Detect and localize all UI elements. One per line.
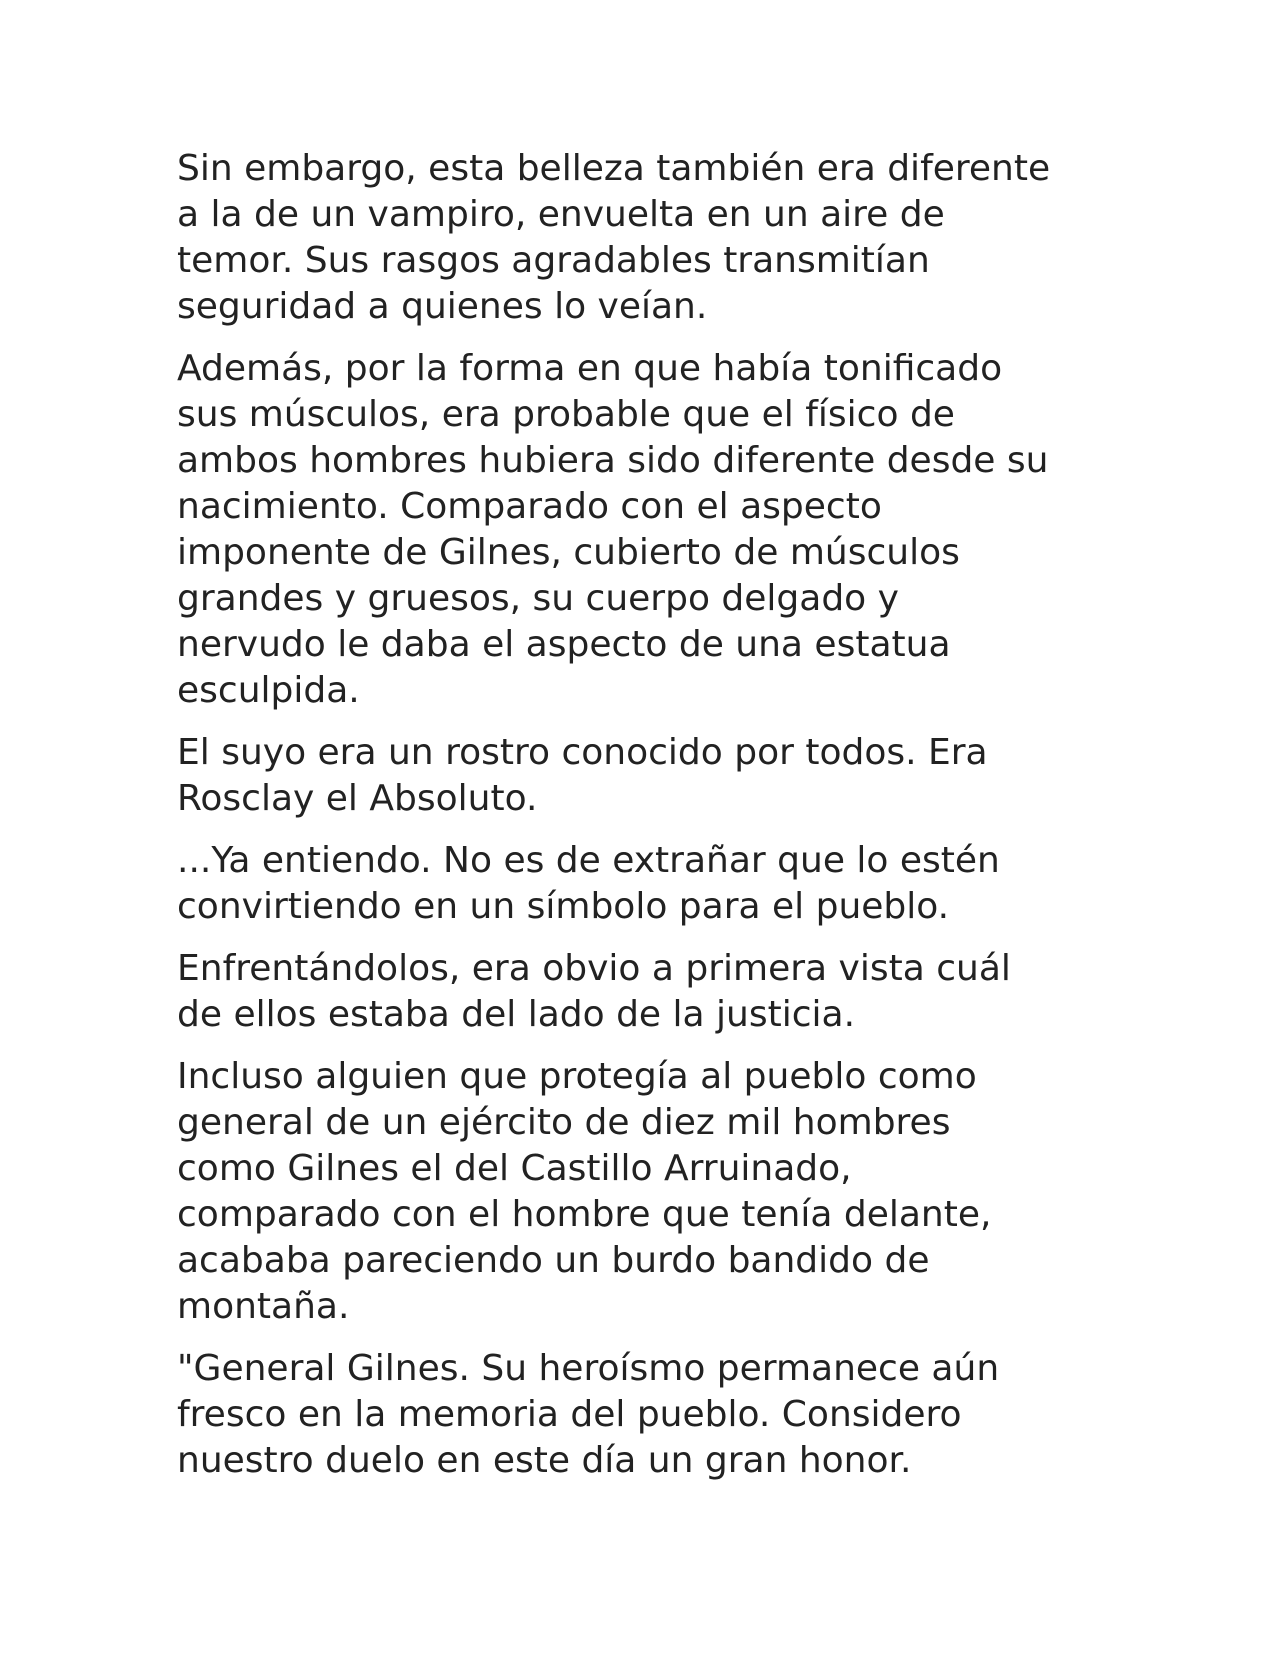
- paragraph-4: ...Ya entiendo. No es de extrañar que lo estén convirtiendo en un símbolo para el pueblo.: [177, 840, 1000, 927]
- paragraph-5: Enfrentándolos, era obvio a primera vista cuál de ellos estaba del lado de la justicia.: [177, 948, 1011, 1035]
- paragraph-7: "General Gilnes. Su heroísmo permanece aún fresco en la memoria del pueblo. Considero nuestro duelo en este día un gran honor.: [177, 1348, 1000, 1481]
- paragraph-1: Sin embargo, esta belleza también era diferente a la de un vampiro, envuelta en un aire de temor. Sus rasgos agradables transmitían seguridad a quienes lo veían.: [177, 148, 1051, 327]
- paragraph-2: Además, por la forma en que había tonificado sus músculos, era probable que el físico de ambos hombres hubiera sido diferente desde su nacimiento. Comparado con el aspecto imponente de Gilnes, cubierto de músculos grandes y gruesos, su cuerpo delgado y nervudo le daba el aspecto de una estatua esculpida.: [177, 348, 1049, 711]
- paragraph-3: El suyo era un rostro conocido por todos. Era Rosclay el Absoluto.: [177, 732, 988, 819]
- paragraph-6: Incluso alguien que protegía al pueblo como general de un ejército de diez mil hombres como Gilnes el del Castillo Arruinado, comparado con el hombre que tenía delante, acababa pareciendo un burdo bandido de montaña.: [177, 1056, 992, 1327]
- document-page: [177, 146, 1127, 1500]
